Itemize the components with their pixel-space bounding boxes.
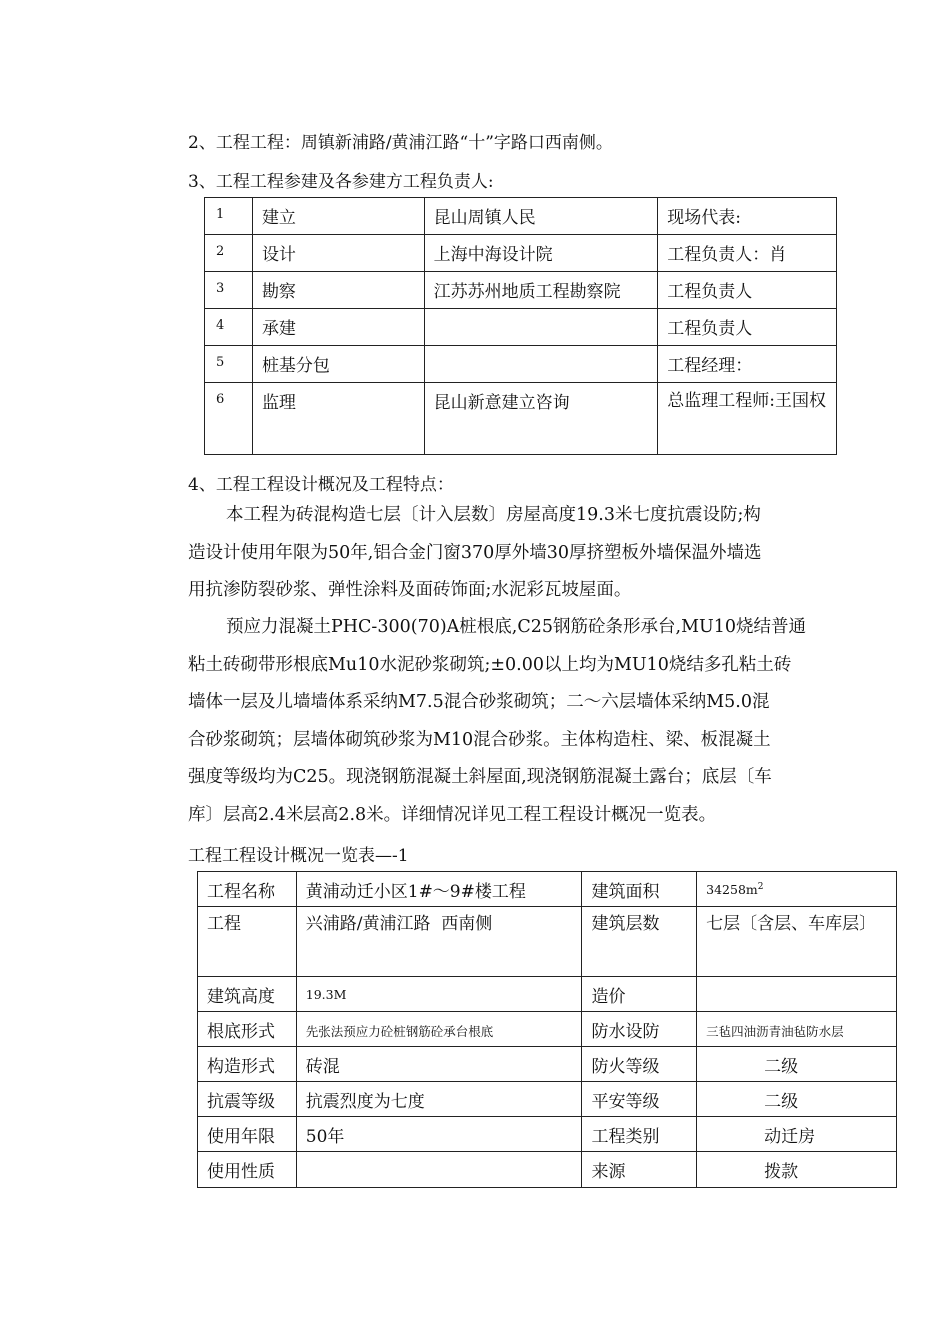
table-row xyxy=(198,907,897,977)
overview-key: 平安等级 xyxy=(582,1082,697,1117)
overview-key: 使用年限 xyxy=(198,1117,297,1152)
overview-key: 防水设防 xyxy=(582,1012,697,1047)
overview-value xyxy=(296,1152,582,1188)
overview-value: 先张法预应力砼桩钢筋砼承台根底 xyxy=(296,1012,582,1047)
participant-role: 勘察 xyxy=(252,272,424,309)
paragraph-line: 用抗渗防裂砂浆、弹性涂料及面砖饰面;水泥彩瓦坡屋面。 xyxy=(188,580,632,600)
paragraph-line: 强度等级均为C25。现浇钢筋混凝土斜屋面,现浇钢筋混凝土露台；底层〔车 xyxy=(188,767,772,787)
participant-org xyxy=(424,309,658,346)
overview-value: 三毡四油沥青油毡防水层 xyxy=(697,1012,897,1047)
overview-value: 二级 xyxy=(697,1082,897,1117)
table-row xyxy=(198,1082,897,1117)
overview-key: 抗震等级 xyxy=(198,1082,297,1117)
paragraph-line: 预应力混凝土PHC-300(70)A桩根底,C25钢筋砼条形承台,MU10烧结普通 xyxy=(226,617,807,637)
overview-key: 建筑面积 xyxy=(582,872,697,907)
table-row xyxy=(198,872,897,907)
participants-table xyxy=(204,197,837,455)
overview-value: 七层〔含层、车库层〕 xyxy=(697,907,897,977)
paragraph-overview xyxy=(188,497,848,610)
participant-role: 设计 xyxy=(252,235,424,272)
table-row xyxy=(198,1117,897,1152)
overview-value: 黄浦动迁小区1#～9#楼工程 xyxy=(296,872,582,907)
paragraph-line: 造设计使用年限为50年,铝合金门窗370厚外墙30厚挤塑板外墙保温外墙选 xyxy=(188,542,762,563)
participant-no: 4 xyxy=(205,309,253,346)
overview-key: 防火等级 xyxy=(582,1047,697,1082)
overview-key: 构造形式 xyxy=(198,1047,297,1082)
table-row xyxy=(198,1152,897,1188)
paragraph-line: 合砂浆砌筑；层墙体砌筑砂浆为M10混合砂浆。主体构造柱、梁、板混凝土 xyxy=(188,729,771,750)
table-row xyxy=(198,1047,897,1082)
table-row xyxy=(198,1012,897,1047)
table-row xyxy=(205,346,837,383)
overview-table xyxy=(197,871,897,1188)
area-unit: m xyxy=(745,882,758,898)
overview-value: 二级 xyxy=(697,1047,897,1082)
table-2-caption: 工程工程设计概况一览表—-1 xyxy=(188,846,409,866)
overview-key: 建筑高度 xyxy=(198,977,297,1012)
table-row xyxy=(205,272,837,309)
overview-key: 造价 xyxy=(582,977,697,1012)
item-3-heading: 3、工程工程参建及各参建方工程负责人: xyxy=(188,172,494,192)
participant-contact: 现场代表: xyxy=(658,198,837,235)
participant-no: 5 xyxy=(205,346,253,383)
item-4-heading: 4、工程工程设计概况及工程特点： xyxy=(188,475,454,495)
overview-value: 19.3M xyxy=(296,977,582,1012)
overview-key: 来源 xyxy=(582,1152,697,1188)
overview-key: 使用性质 xyxy=(198,1152,297,1188)
overview-value: 抗震烈度为七度 xyxy=(296,1082,582,1117)
participant-org: 昆山周镇人民 xyxy=(424,198,658,235)
overview-value: 兴浦路/黄浦江路 西南侧 xyxy=(296,907,582,977)
overview-key: 工程类别 xyxy=(582,1117,697,1152)
overview-key: 根底形式 xyxy=(198,1012,297,1047)
participant-contact: 工程经理： xyxy=(658,346,837,383)
participant-contact: 工程负责人：肖 xyxy=(658,235,837,272)
participant-role: 桩基分包 xyxy=(252,346,424,383)
paragraph-structure xyxy=(188,609,848,834)
overview-key: 工程名称 xyxy=(198,872,297,907)
table-row xyxy=(205,235,837,272)
participant-role: 监理 xyxy=(252,383,424,455)
overview-value xyxy=(697,872,897,907)
participant-role: 建立 xyxy=(252,198,424,235)
table-row xyxy=(205,383,837,455)
participant-contact: 工程负责人 xyxy=(658,309,837,346)
participant-contact: 总监理工程师:王国权 xyxy=(658,383,837,455)
participant-no: 6 xyxy=(205,383,253,455)
overview-key: 工程 xyxy=(198,907,297,977)
participant-org xyxy=(424,346,658,383)
overview-value: 砖混 xyxy=(296,1047,582,1082)
item-2-location: 2、工程工程：周镇新浦路/黄浦江路“十”字路口西南侧。 xyxy=(188,133,613,153)
table-row xyxy=(205,198,837,235)
paragraph-line: 本工程为砖混构造七层〔计入层数〕房屋高度19.3米七度抗震设防;构 xyxy=(226,505,761,525)
participant-no: 1 xyxy=(205,198,253,235)
participant-role: 承建 xyxy=(252,309,424,346)
participant-org: 昆山新意建立咨询 xyxy=(424,383,658,455)
overview-value xyxy=(697,977,897,1012)
table-row xyxy=(198,977,897,1012)
overview-key: 建筑层数 xyxy=(582,907,697,977)
table-row xyxy=(205,309,837,346)
participant-no: 3 xyxy=(205,272,253,309)
participant-org: 上海中海设计院 xyxy=(424,235,658,272)
paragraph-line: 墙体一层及儿墙墙体系采纳M7.5混合砂浆砌筑；二～六层墙体采纳M5.0混 xyxy=(188,692,770,712)
area-unit-exponent: 2 xyxy=(757,882,764,892)
paragraph-line: 粘土砖砌带形根底Mu10水泥砂浆砌筑;±0.00以上均为MU10烧结多孔粘土砖 xyxy=(188,654,792,675)
overview-value: 拨款 xyxy=(697,1152,897,1188)
participant-contact: 工程负责人 xyxy=(658,272,837,309)
area-value: 34258 xyxy=(706,882,746,898)
overview-value: 50年 xyxy=(296,1117,582,1152)
paragraph-line: 库〕层高2.4米层高2.8米。详细情况详见工程工程设计概况一览表。 xyxy=(188,804,717,825)
participant-no: 2 xyxy=(205,235,253,272)
overview-value: 动迁房 xyxy=(697,1117,897,1152)
participant-org: 江苏苏州地质工程勘察院 xyxy=(424,272,658,309)
